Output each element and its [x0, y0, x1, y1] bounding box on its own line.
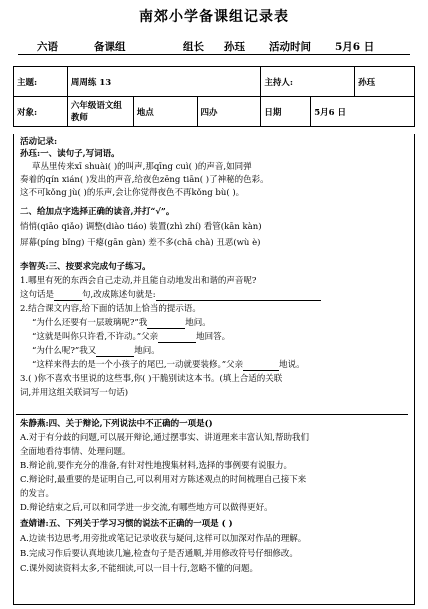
info-date-value: 5月6 日 — [311, 97, 415, 127]
section3-text: 地问。 — [185, 318, 211, 328]
section1-line: 这不可kǒng jù( )的乐声,会让你觉得夜色不再kǒng bù( )。 — [20, 188, 245, 198]
section4-option: C.辩论时,最重要的是证明自己,可以利用对方陈述观点的时间梳理自己接下来 — [20, 475, 307, 485]
leader-value: 孙珏 — [224, 41, 245, 53]
answer-line — [16, 414, 408, 415]
target-value: 六年级语文组教师 — [67, 97, 133, 127]
section3-heading: 李智英:三、按要求完成句子练习。 — [20, 262, 151, 272]
section3-line — [32, 346, 160, 357]
section5-option: A.边读书边思考,用旁批或笔记记录收获与疑问,这样可以加深对作品的理解。 — [20, 534, 307, 544]
answer-blank — [243, 360, 279, 371]
page-title: 南郊小学备课组记录表 — [139, 9, 289, 25]
subject-value: 六语 — [34, 39, 61, 55]
section3-text: “为什么呢?”我又 — [32, 346, 97, 356]
section3-text: “这就是叫你只许看,不许动。”父亲 — [32, 332, 159, 342]
section4-option: 的发言。 — [20, 489, 55, 499]
place-value: 四办 — [197, 97, 261, 127]
section3-text: 句,改成陈述句就是: — [82, 290, 156, 300]
place-label: 地点 — [133, 97, 197, 127]
section4-option: D.辩论结束之后,可以和同学进一步交流,有哪些地方可以做得更好。 — [20, 503, 273, 513]
target-label: 对象: — [14, 97, 68, 127]
host-value: 孙珏 — [355, 67, 415, 97]
section1-heading: 孙珏:一、读句子,写词语。 — [20, 149, 120, 159]
section3-line — [32, 332, 230, 343]
section3-line: 2.结合课文内容,给下面的话加上恰当的提示语。 — [20, 304, 201, 314]
section4-option: A.对于有分歧的问题,可以展开辩论,通过摆事实、讲道理来丰富认知,帮助我们 — [20, 433, 309, 443]
section4-heading: 朱静燕:四、关于辩论,下列说法中不正确的一项是() — [20, 419, 213, 429]
answer-blank — [96, 346, 134, 357]
time-label: 活动时间 — [269, 41, 311, 53]
date-value: 5月6 日 — [335, 41, 375, 53]
answer-blank — [156, 290, 321, 301]
section2-line: 屏幕(píng bǐng) 干瘪(gān gàn) 差不多(chā chà) 丑恶(wù è) — [20, 238, 261, 248]
record-heading: 活动记录: — [20, 137, 58, 147]
section3-line — [32, 360, 305, 371]
section3-text: 地问。 — [134, 346, 160, 356]
host-label: 主持人: — [261, 67, 355, 97]
section4-option: B.辩论前,要作充分的准备,有针对性地搜集材料,选择的事例要有说服力。 — [20, 461, 293, 471]
section4-option: 全面地看待事情、处理问题。 — [20, 447, 131, 457]
section2-line: 悄悄(qiāo qiǎo) 调整(diào tiáo) 装置(zhì zhí) 看管(kān kàn) — [20, 222, 262, 232]
group-label: 备课组 — [94, 41, 126, 53]
header-line — [18, 38, 410, 55]
section3-line: 词,并用这组关联词写一句话) — [20, 388, 129, 398]
section3-line: 1.哪里有死的东西会自己走动,并且能自动地发出和谐的声音呢? — [20, 276, 257, 286]
section3-line — [32, 318, 211, 329]
section2-heading: 二、给加点字选择正确的读音,并打“√”。 — [20, 207, 175, 217]
section3-line — [20, 290, 321, 301]
section3-text: 地说。 — [279, 360, 305, 370]
topic-label: 主题: — [14, 67, 68, 97]
info-table — [13, 66, 415, 127]
section5-heading: 查婧谱:五、下列关于学习习惯的说法不正确的一项是 ( ) — [20, 519, 233, 529]
section5-option: C.课外阅读资料太多,不能细读,可以一目十行,忽略不懂的问题。 — [20, 564, 259, 574]
section3-text: 地回答。 — [196, 332, 231, 342]
date-label: 日期 — [261, 97, 311, 127]
answer-blank — [158, 332, 196, 343]
section3-line: 3.( )你不喜欢书里说的这些事,你( )干脆别读这本书。(填上合适的关联 — [20, 374, 283, 384]
section3-text: 这句话是 — [20, 290, 55, 300]
section1-line: 草丛里传来xī shuài( )的叫声,那qīng cuì( )的声音,如同弹 — [32, 162, 252, 172]
section5-option: B.完成习作后要认真地读几遍,检查句子是否通顺,并用修改符号仔细修改。 — [20, 549, 298, 559]
section1-line: 奏着的qín xián( )发出的声音,给夜色zēng tiān( )了神秘的色彩。 — [20, 175, 269, 185]
topic-value: 周周练 13 — [67, 67, 260, 97]
section3-text: “这样来得去的是一个小孩子的尾巴,一动就要装修。”父亲 — [32, 360, 244, 370]
section3-text: “为什么还要有一层玻璃呢?”我 — [32, 318, 148, 328]
answer-blank — [54, 290, 82, 301]
answer-blank — [147, 318, 185, 329]
leader-label: 组长 — [183, 41, 204, 53]
